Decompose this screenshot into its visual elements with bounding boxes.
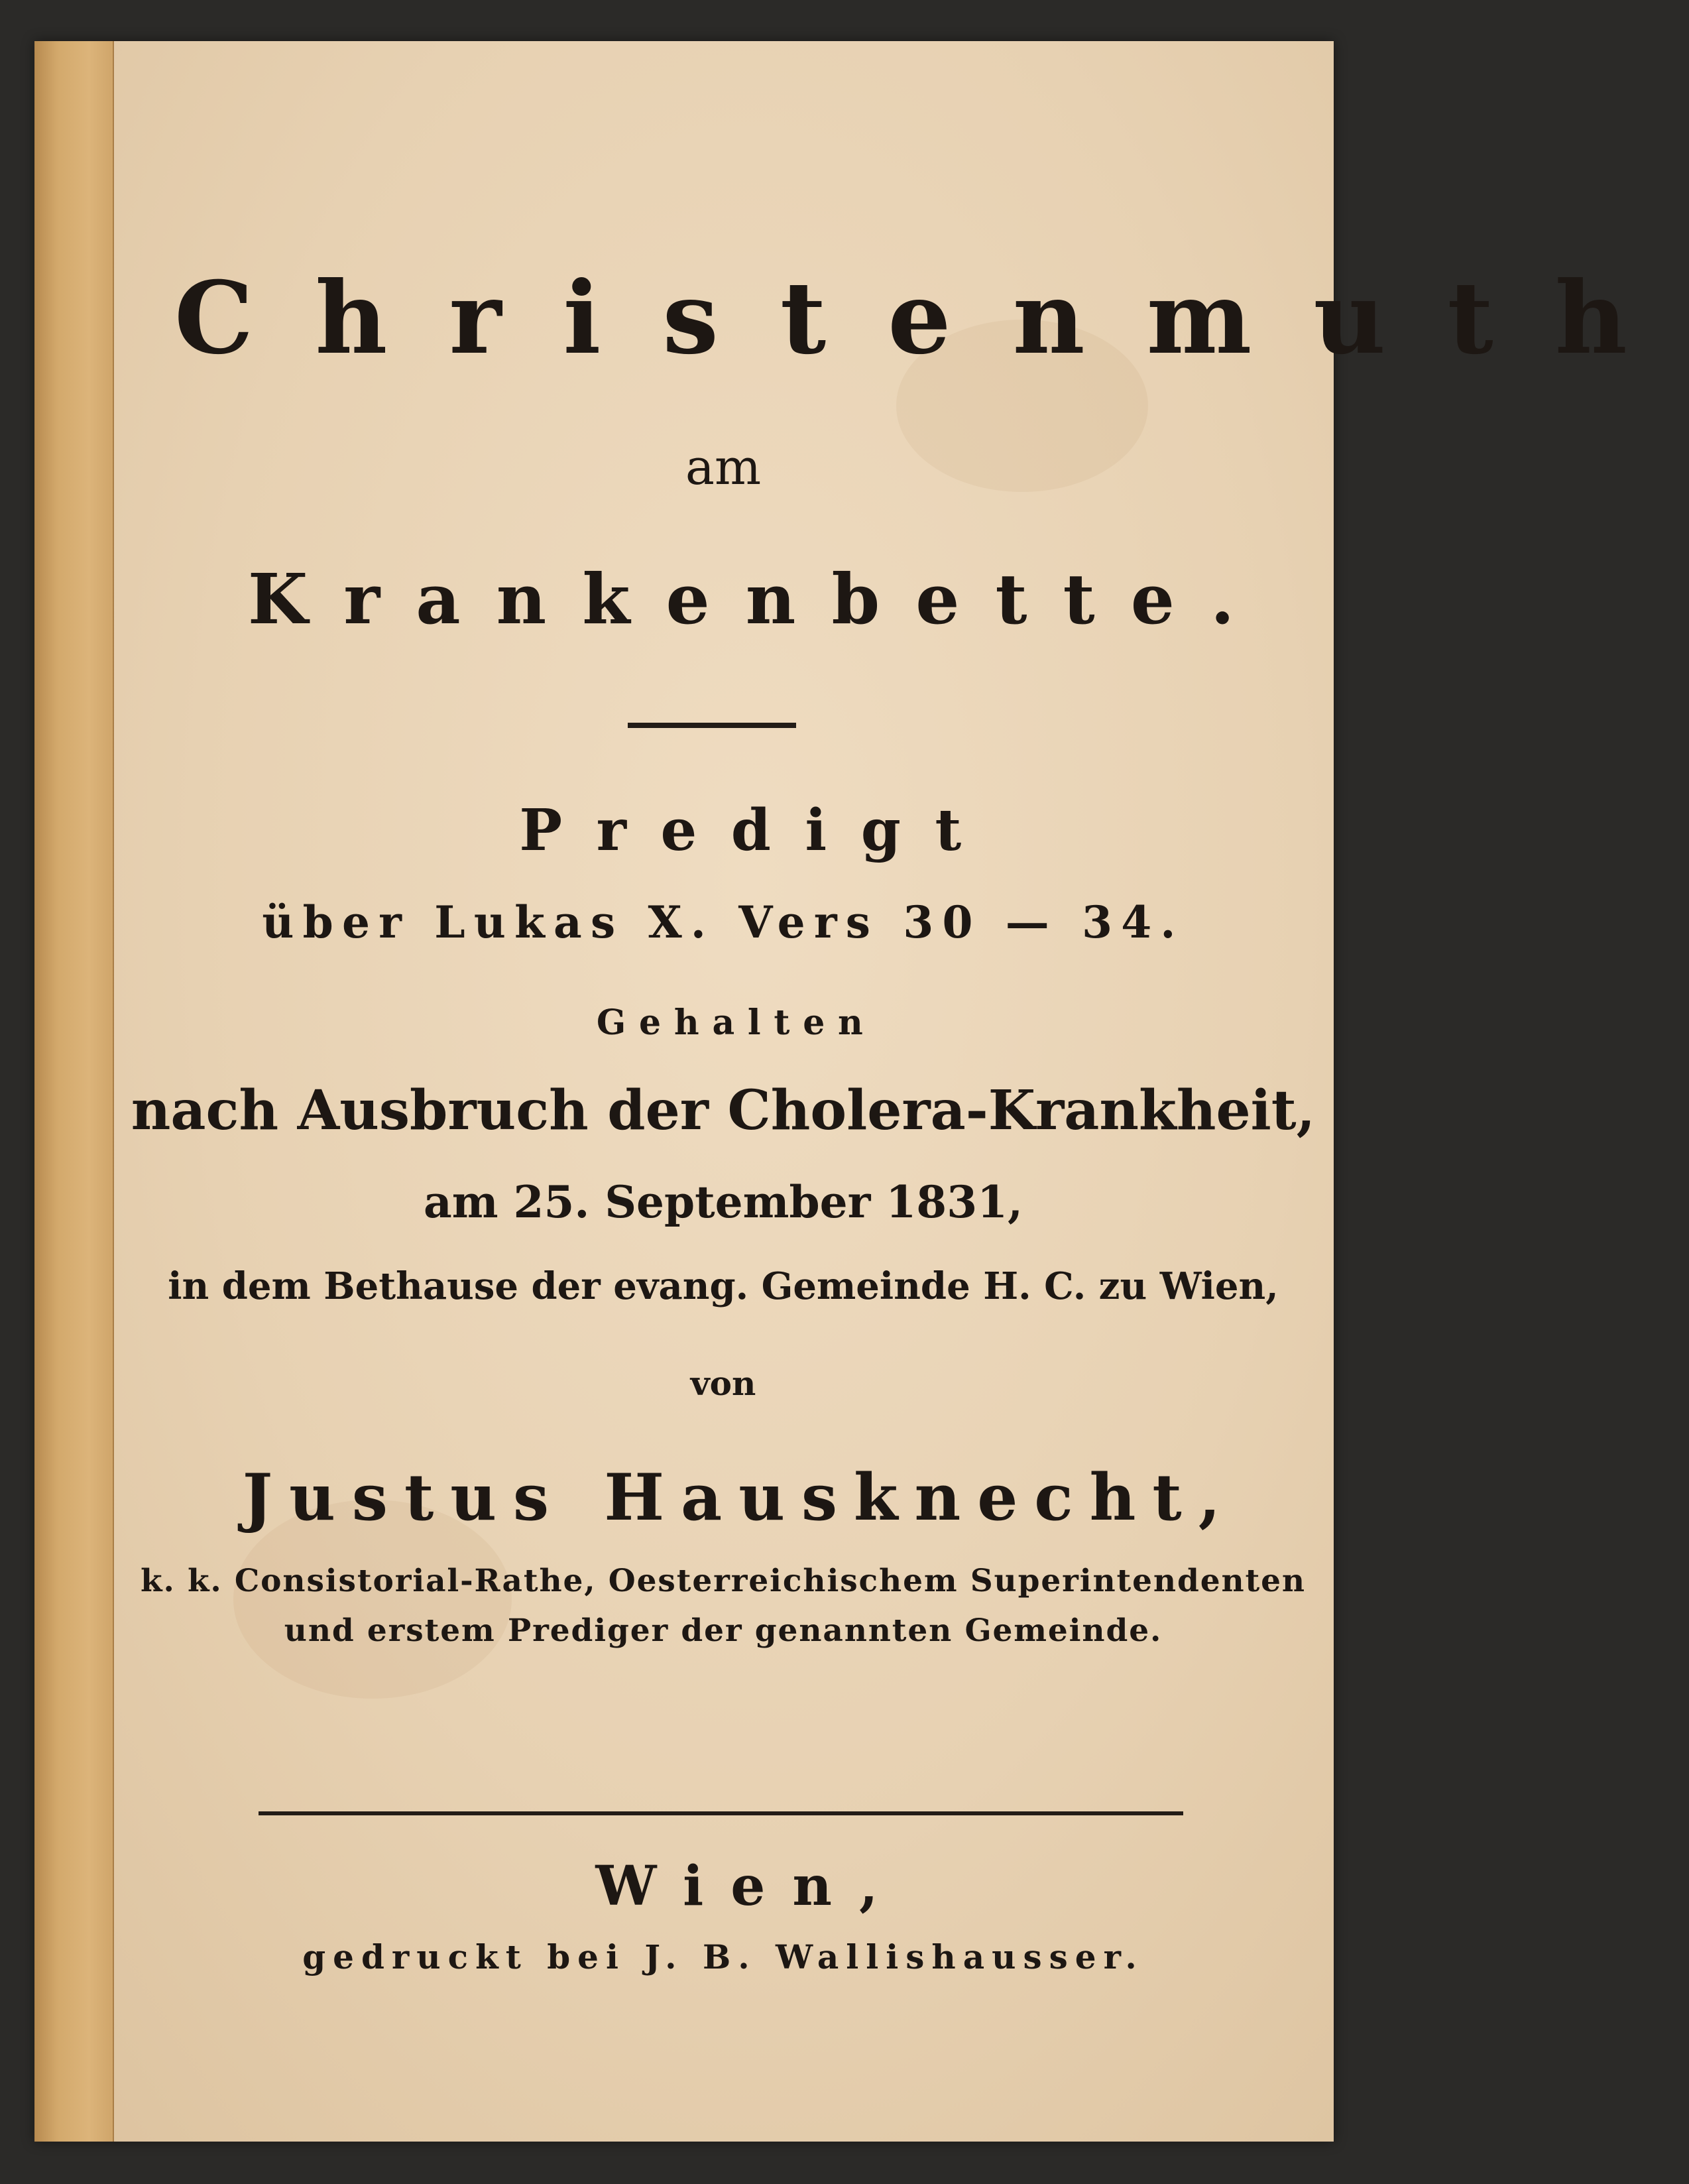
imprint-city: Wien, [595,1854,905,1918]
by-label: von [690,1364,756,1403]
author-role-line-1: k. k. Consistorial-Rathe, Oesterreichischem Superintendenten [141,1563,1306,1599]
title-connector: am [685,439,762,496]
author-name: Justus Hausknecht, [242,1460,1238,1535]
occasion-line: nach Ausbruch der Cholera-Krankheit, [131,1079,1316,1142]
book-subtitle: Krankenbette. [247,558,1271,640]
author-role-line-2: und erstem Prediger der genannten Gemeinde. [284,1612,1163,1649]
scripture-reference: über Lukas X. Vers 30 — 34. [262,896,1185,948]
binding-strip [34,41,114,2142]
delivered-label: Gehalten [596,1002,876,1043]
imprint-printer: gedruckt bei J. B. Wallishausser. [302,1937,1144,1976]
title-page [34,41,1689,2142]
short-divider-rule [628,723,796,728]
date-line: am 25. September 1831, [423,1176,1023,1228]
genre-heading: Predigt [519,797,996,864]
book-title: Christenmuth [174,260,1689,377]
page-content [113,41,1689,2142]
long-divider-rule [259,1811,1183,1815]
place-line: in dem Bethause der evang. Gemeinde H. C. zu Wien, [168,1264,1279,1308]
